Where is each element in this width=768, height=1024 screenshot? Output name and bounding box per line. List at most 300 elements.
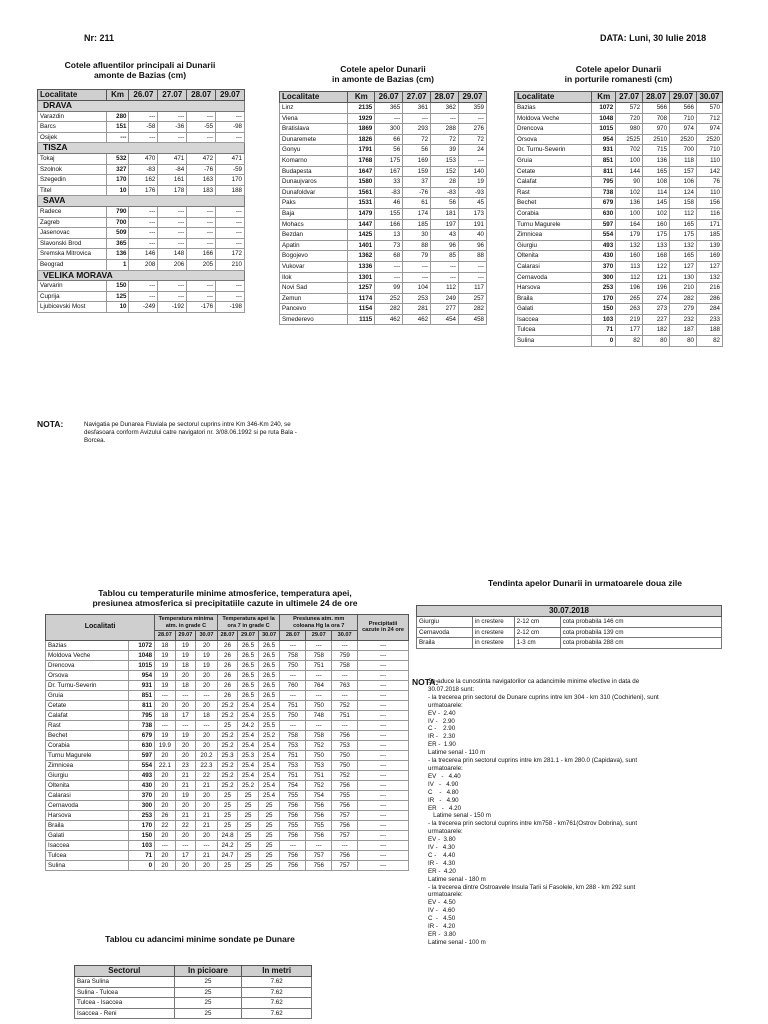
porturi-cell: 210: [670, 283, 697, 294]
porturi-cell: 132: [670, 240, 697, 251]
amonte-cell: ---: [403, 113, 431, 124]
amonte-cell: 56: [431, 198, 459, 209]
temperaturi-cell: 25: [217, 810, 238, 820]
amonte-cell: 96: [431, 240, 459, 251]
temperaturi-cell: 17: [175, 710, 196, 720]
temperaturi-cell: ---: [175, 720, 196, 730]
temperaturi-cell: 757: [332, 810, 358, 820]
amonte-cell: 140: [459, 166, 487, 177]
porturi-cell: Corabia: [515, 208, 592, 219]
temperaturi-cell: ---: [358, 670, 409, 680]
afluenti-cell: ---: [129, 111, 158, 122]
afluenti-cell: 148: [158, 249, 187, 260]
temperaturi-cell: 25: [238, 850, 259, 860]
temperaturi-cell: 750: [280, 660, 306, 670]
porturi-cell: 187: [670, 325, 697, 336]
nota2-line: urmatoarele:: [428, 764, 463, 772]
amonte-row: [280, 304, 487, 315]
nota2-text: [428, 678, 738, 947]
afluenti-col-header: Localitate: [38, 90, 107, 101]
porturi-cell: Dr. Turnu-Severin: [515, 145, 592, 156]
temperaturi-date-header: 28.07: [217, 631, 238, 641]
amonte-cell: 1826: [348, 134, 375, 145]
porturi-col-header: 29.07: [670, 92, 697, 103]
temperaturi-cell: 753: [332, 740, 358, 750]
afluenti-col-header: 28.07: [187, 90, 216, 101]
afluenti-cell: Beograd: [38, 259, 107, 270]
porturi-cell: 169: [696, 251, 722, 262]
porturi-cell: 130: [670, 272, 697, 283]
afluenti-group-row: [38, 196, 245, 207]
nota2-line: 30.07.2018 sunt:: [428, 685, 475, 693]
tendinta-row: [417, 617, 722, 628]
tendinta-date: 30.07.2018: [417, 606, 722, 617]
temperaturi-cell: 756: [306, 800, 332, 810]
temperaturi-cell: 0: [129, 860, 155, 870]
temperaturi-cell: 752: [332, 700, 358, 710]
temperaturi-cell: ---: [358, 690, 409, 700]
porturi-row: [515, 240, 723, 251]
temperaturi-cell: 20: [155, 780, 176, 790]
porturi-cell: 124: [670, 187, 697, 198]
temperaturi-cell: 20: [155, 770, 176, 780]
amonte-cell: 30: [403, 230, 431, 241]
temperaturi-cell: 764: [306, 680, 332, 690]
amonte-cell: ---: [403, 261, 431, 272]
amonte-cell: 288: [431, 124, 459, 135]
porturi-cell: 80: [643, 336, 670, 347]
porturi-cell: 286: [696, 293, 722, 304]
afluenti-group-row: [38, 270, 245, 281]
afluenti-cell: 125: [106, 291, 129, 302]
temperaturi-cell: 25: [217, 820, 238, 830]
porturi-cell: Giurgiu: [515, 240, 592, 251]
temperaturi-cell: ---: [358, 680, 409, 690]
afluenti-col-header: 27.07: [158, 90, 187, 101]
afluenti-cell: 176: [129, 185, 158, 196]
temperaturi-cell: 26: [217, 690, 238, 700]
amonte-cell: 1447: [348, 219, 375, 230]
temperaturi-cell: 756: [332, 850, 358, 860]
temperaturi-cell: 19: [196, 650, 218, 660]
afluenti-cell: -59: [216, 164, 245, 175]
temperaturi-cell: ---: [280, 640, 306, 650]
amonte-cell: 166: [375, 219, 403, 230]
afluenti-cell: -76: [187, 164, 216, 175]
amonte-cell: 1768: [348, 155, 375, 166]
temperaturi-cell: 19: [175, 650, 196, 660]
temperaturi-cell: 738: [129, 720, 155, 730]
amonte-cell: 72: [459, 134, 487, 145]
porturi-cell: 179: [616, 230, 643, 241]
amonte-cell: 462: [375, 314, 403, 325]
afluenti-cell: -36: [158, 122, 187, 133]
temperaturi-cell: ---: [332, 840, 358, 850]
temperaturi-cell: ---: [306, 640, 332, 650]
afluenti-cell: 150: [106, 281, 129, 292]
tendinta-cell: Giurgiu: [417, 617, 473, 628]
amonte-cell: 276: [459, 124, 487, 135]
porturi-cell: Calafat: [515, 177, 592, 188]
porturi-cell: 82: [616, 336, 643, 347]
temperaturi-cell: 19: [175, 730, 196, 740]
amonte-cell: Mohacs: [280, 219, 348, 230]
temperaturi-table: [45, 614, 409, 871]
porturi-cell: 157: [670, 166, 697, 177]
adancimi-cell: Bara Sulina: [75, 977, 175, 988]
amonte-cell: 300: [375, 124, 403, 135]
afluenti-cell: 280: [106, 111, 129, 122]
temperaturi-cell: 757: [332, 830, 358, 840]
temperaturi-cell: 26: [217, 640, 238, 650]
amonte-row: [280, 251, 487, 262]
temperaturi-cell: ---: [280, 840, 306, 850]
amonte-cell: 1174: [348, 293, 375, 304]
temperaturi-cell: 756: [306, 860, 332, 870]
adancimi-cell: 25: [174, 987, 242, 998]
porturi-row: [515, 230, 723, 241]
adancimi-cell: 7.62: [242, 1008, 312, 1019]
temperaturi-cell: 25.4: [258, 750, 280, 760]
temperaturi-row: [46, 670, 409, 680]
amonte-cell: 152: [431, 166, 459, 177]
amonte-cell: 197: [431, 219, 459, 230]
afluenti-cell: 188: [216, 185, 245, 196]
porturi-cell: Zimnicea: [515, 230, 592, 241]
temperaturi-cell: ---: [358, 820, 409, 830]
temperaturi-cell: 758: [306, 730, 332, 740]
adancimi-cell: Sulina - Tulcea: [75, 987, 175, 998]
temperaturi-cell: 25.4: [258, 790, 280, 800]
amonte-cell: 252: [375, 293, 403, 304]
temperaturi-cell: ---: [306, 690, 332, 700]
temperaturi-cell: 25.4: [258, 740, 280, 750]
temperaturi-cell: 25.2: [217, 710, 238, 720]
amonte-cell: -83: [431, 187, 459, 198]
temperaturi-cell: ---: [280, 720, 306, 730]
porturi-cell: 82: [696, 336, 722, 347]
porturi-row: [515, 283, 723, 294]
porturi-cell: 102: [616, 187, 643, 198]
porturi-cell: 136: [616, 198, 643, 209]
temperaturi-cell: 25.4: [238, 700, 259, 710]
temperaturi-cell: 756: [306, 830, 332, 840]
temperaturi-row: [46, 840, 409, 850]
temperaturi-cell: 554: [129, 760, 155, 770]
tendinta-table: [416, 605, 722, 649]
amonte-cell: 365: [375, 103, 403, 114]
amonte-cell: ---: [403, 272, 431, 283]
temperaturi-cell: ---: [196, 690, 218, 700]
amonte-cell: ---: [375, 272, 403, 283]
temperaturi-cell: ---: [358, 810, 409, 820]
temperaturi-cell: 20: [196, 680, 218, 690]
adancimi-col-header: Sectorul: [75, 966, 175, 977]
temperaturi-cell: 26: [155, 810, 176, 820]
porturi-cell: 114: [643, 187, 670, 198]
porturi-cell: 1048: [592, 113, 616, 124]
tendinta-row: [417, 627, 722, 638]
tendinta-cell: 2-12 cm: [514, 617, 560, 628]
amonte-cell: 169: [403, 155, 431, 166]
temperaturi-row: [46, 770, 409, 780]
afluenti-cell: 206: [158, 259, 187, 270]
temperaturi-cell: 20: [155, 790, 176, 800]
temperaturi-cell: 20: [175, 800, 196, 810]
amonte-cell: Gonyu: [280, 145, 348, 156]
adancimi-cell: Isaccea - Reni: [75, 1008, 175, 1019]
amonte-cell: 68: [375, 251, 403, 262]
amonte-cell: 2135: [348, 103, 375, 114]
afluenti-cell: -198: [216, 302, 245, 313]
temperaturi-cell: 26.5: [238, 640, 259, 650]
temperaturi-cell: 748: [306, 710, 332, 720]
porturi-cell: 110: [696, 155, 722, 166]
porturi-cell: 273: [643, 304, 670, 315]
temperaturi-cell: 756: [332, 730, 358, 740]
temperaturi-cell: 20: [175, 670, 196, 680]
afluenti-col-header: Km: [106, 90, 129, 101]
temperaturi-row: [46, 810, 409, 820]
amonte-cell: Zemun: [280, 293, 348, 304]
temperaturi-date-header: 30.07: [196, 631, 218, 641]
temperaturi-cell: 20: [175, 860, 196, 870]
porturi-row: [515, 198, 723, 209]
porturi-cell: Orsova: [515, 134, 592, 145]
afluenti-cell: 327: [106, 164, 129, 175]
porturi-cell: Gruia: [515, 155, 592, 166]
bulletin-number: Nr: 211: [84, 33, 115, 43]
temperaturi-row: [46, 730, 409, 740]
temperaturi-cell: 679: [129, 730, 155, 740]
nota2-line: - la trecerea dintre Ostroavele Insula Tarii si Fasolele, km 288 - km 292 sunt: [428, 883, 636, 891]
temperaturi-title: Tablou cu temperaturile minime atmosferice, temperatura apei, presiunea atmosferica si precipitatiile cazute in ultimele 24 de ore: [92, 588, 358, 608]
porturi-row: [515, 113, 723, 124]
temperaturi-cell: 26: [217, 650, 238, 660]
bulletin-date: DATA: Luni, 30 Iulie 2018: [600, 33, 707, 43]
porturi-cell: 954: [592, 134, 616, 145]
temperaturi-cell: 25: [217, 800, 238, 810]
porturi-cell: 493: [592, 240, 616, 251]
porturi-cell: 160: [616, 251, 643, 262]
temperaturi-cell: 25.3: [238, 750, 259, 760]
temperaturi-cell: 756: [280, 850, 306, 860]
adancimi-cell: 7.62: [242, 998, 312, 1009]
temperaturi-cell: ---: [358, 750, 409, 760]
afluenti-cell: Varazdin: [38, 111, 107, 122]
amonte-cell: Pancevo: [280, 304, 348, 315]
porturi-cell: 158: [670, 198, 697, 209]
porturi-cell: 102: [643, 208, 670, 219]
adancimi-cell: 25: [174, 1008, 242, 1019]
amonte-cell: 1257: [348, 283, 375, 294]
amonte-cell: ---: [459, 261, 487, 272]
amonte-cell: 46: [375, 198, 403, 209]
amonte-cell: 173: [459, 208, 487, 219]
afluenti-cell: ---: [129, 238, 158, 249]
nota2-line: Se aduce la cunostinta navigatorilor ca adancimile minime efective in data de: [428, 678, 640, 685]
afluenti-cell: ---: [216, 291, 245, 302]
porturi-col-header: 30.07: [696, 92, 722, 103]
porturi-cell: 712: [696, 113, 722, 124]
temperaturi-cell: ---: [306, 720, 332, 730]
nota2-line: IR - 4.20: [428, 923, 456, 931]
amonte-cell: 191: [459, 219, 487, 230]
temperaturi-cell: 20: [175, 740, 196, 750]
porturi-cell: 165: [670, 219, 697, 230]
afluenti-cell: 208: [129, 259, 158, 270]
temperaturi-cell: 753: [280, 740, 306, 750]
amonte-cell: ---: [459, 113, 487, 124]
amonte-row: [280, 145, 487, 156]
amonte-cell: 153: [431, 155, 459, 166]
porturi-cell: Isaccea: [515, 314, 592, 325]
amonte-cell: 362: [431, 103, 459, 114]
amonte-cell: Komarno: [280, 155, 348, 166]
porturi-cell: 282: [670, 293, 697, 304]
temperaturi-cell: 18: [155, 710, 176, 720]
temperaturi-cell: 25: [258, 820, 280, 830]
temperaturi-cell: 26.5: [238, 680, 259, 690]
temperaturi-cell: 20: [196, 790, 218, 800]
porturi-cell: 100: [616, 155, 643, 166]
temperaturi-cell: 24.2: [238, 720, 259, 730]
temperaturi-cell: Cernavoda: [46, 800, 129, 810]
amonte-cell: 37: [403, 177, 431, 188]
amonte-cell: 43: [431, 230, 459, 241]
temperaturi-cell: 752: [306, 780, 332, 790]
amonte-cell: 33: [375, 177, 403, 188]
temperaturi-row: [46, 740, 409, 750]
amonte-cell: 1425: [348, 230, 375, 241]
amonte-col-header: 29.07: [459, 92, 487, 103]
porturi-row: [515, 155, 723, 166]
temperaturi-cell: Calarasi: [46, 790, 129, 800]
amonte-cell: 174: [403, 208, 431, 219]
temperaturi-cell: Tulcea: [46, 850, 129, 860]
temperaturi-cell: 25.4: [238, 730, 259, 740]
porturi-row: [515, 166, 723, 177]
porturi-cell: Cetate: [515, 166, 592, 177]
porturi-cell: 738: [592, 187, 616, 198]
temperaturi-cell: 22.1: [155, 760, 176, 770]
afluenti-cell: ---: [216, 228, 245, 239]
porturi-cell: 2520: [670, 134, 697, 145]
afluenti-cell: Varvarin: [38, 281, 107, 292]
temperaturi-cell: 20: [155, 850, 176, 860]
amonte-cell: 185: [403, 219, 431, 230]
adancimi-cell: 7.62: [242, 977, 312, 988]
porturi-cell: Turnu Magurele: [515, 219, 592, 230]
afluenti-cell: ---: [129, 228, 158, 239]
amonte-cell: 167: [375, 166, 403, 177]
porturi-cell: 112: [670, 208, 697, 219]
porturi-cell: 700: [670, 145, 697, 156]
temperaturi-cell: 26: [217, 660, 238, 670]
porturi-row: [515, 336, 723, 347]
temperaturi-cell: 756: [306, 810, 332, 820]
temperaturi-cell: 19: [155, 670, 176, 680]
porturi-cell: 300: [592, 272, 616, 283]
temperaturi-cell: 763: [332, 680, 358, 690]
afluenti-group-name: TISZA: [38, 143, 245, 154]
amonte-cell: Viena: [280, 113, 348, 124]
col-temp-apa: Temperatura apei la ora 7 in grade C: [217, 615, 280, 631]
temperaturi-cell: 751: [280, 700, 306, 710]
amonte-cell: 88: [459, 251, 487, 262]
temperaturi-cell: 25: [238, 840, 259, 850]
porturi-cell: 715: [643, 145, 670, 156]
col-presiune: Presiunea atm. mm coloana Hg la ora 7: [280, 615, 358, 631]
temperaturi-cell: 755: [332, 790, 358, 800]
temperaturi-date-header: 30.07: [332, 631, 358, 641]
porturi-cell: 132: [616, 240, 643, 251]
amonte-cell: ---: [431, 272, 459, 283]
temperaturi-row: [46, 820, 409, 830]
porturi-cell: 160: [643, 219, 670, 230]
temperaturi-cell: 954: [129, 670, 155, 680]
tendinta-cell: Cernavoda: [417, 627, 473, 638]
amonte-row: [280, 240, 487, 251]
adancimi-col-header: In picioare: [174, 966, 242, 977]
porturi-cell: 170: [592, 293, 616, 304]
temperaturi-cell: 21: [196, 780, 218, 790]
amonte-row: [280, 134, 487, 145]
porturi-cell: 710: [696, 145, 722, 156]
amonte-table: [279, 91, 487, 325]
afluenti-cell: 183: [187, 185, 216, 196]
amonte-cell: Apatin: [280, 240, 348, 251]
temperaturi-cell: ---: [196, 720, 218, 730]
porturi-row: [515, 103, 723, 114]
afluenti-cell: 166: [187, 249, 216, 260]
temperaturi-cell: 19: [175, 640, 196, 650]
amonte-cell: Smederevo: [280, 314, 348, 325]
temperaturi-cell: 756: [280, 860, 306, 870]
afluenti-cell: 790: [106, 206, 129, 217]
tendinta-cell: 2-12 cm: [514, 627, 560, 638]
amonte-cell: 293: [403, 124, 431, 135]
porturi-cell: 710: [670, 113, 697, 124]
amonte-cell: ---: [431, 113, 459, 124]
temperaturi-cell: 20: [175, 750, 196, 760]
temperaturi-cell: 24.7: [217, 850, 238, 860]
afluenti-cell: ---: [129, 206, 158, 217]
afluenti-cell: 205: [187, 259, 216, 270]
amonte-cell: 13: [375, 230, 403, 241]
afluenti-cell: 471: [216, 153, 245, 164]
temperaturi-cell: Giurgiu: [46, 770, 129, 780]
afluenti-cell: Radece: [38, 206, 107, 217]
porturi-row: [515, 261, 723, 272]
amonte-cell: 1647: [348, 166, 375, 177]
temperaturi-row: [46, 860, 409, 870]
porturi-col-header: Localitate: [515, 92, 592, 103]
temperaturi-cell: 20: [196, 800, 218, 810]
temperaturi-cell: 758: [332, 660, 358, 670]
amonte-col-header: Km: [348, 92, 375, 103]
temperaturi-cell: 751: [280, 750, 306, 760]
amonte-row: [280, 124, 487, 135]
tendinta-cell: cota probabila 146 cm: [560, 617, 721, 628]
temperaturi-cell: 253: [129, 810, 155, 820]
amonte-row: [280, 177, 487, 188]
temperaturi-cell: ---: [358, 790, 409, 800]
nota2-line: EV - 2.40: [428, 709, 456, 717]
temperaturi-cell: 750: [306, 750, 332, 760]
afluenti-cell: 170: [106, 175, 129, 186]
temperaturi-cell: 24.8: [217, 830, 238, 840]
